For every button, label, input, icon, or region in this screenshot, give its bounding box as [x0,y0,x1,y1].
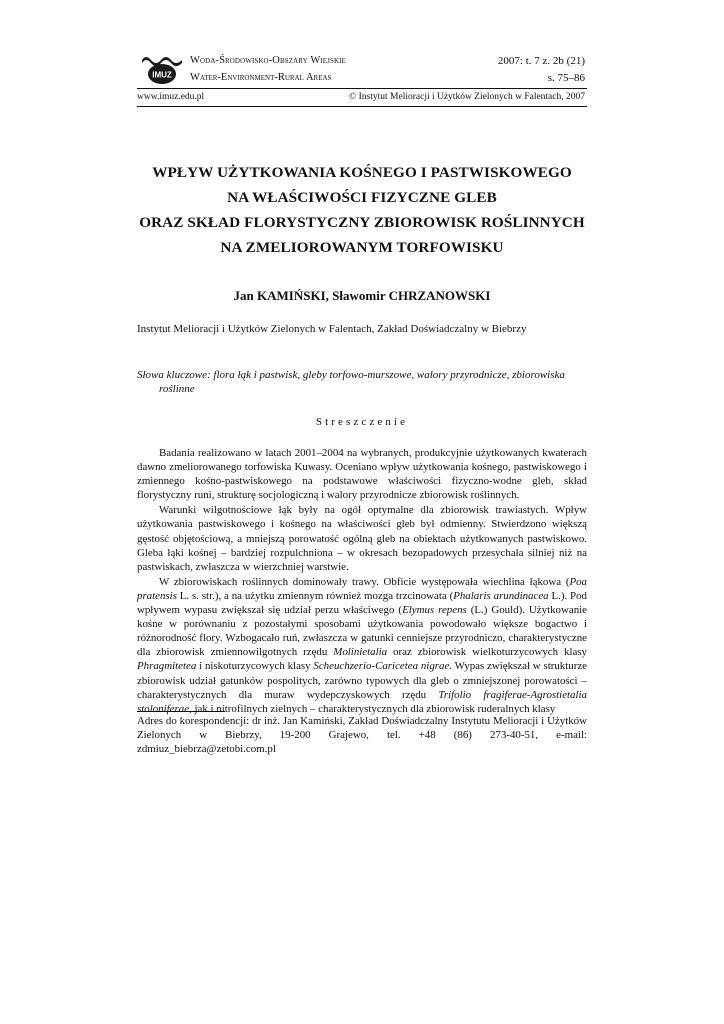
title-line: WPŁYW UŻYTKOWANIA KOŚNEGO I PASTWISKOWEGO [152,164,572,181]
correspondence-footnote: Adres do korespondencji: dr inż. Jan Kamiński, Zakład Doświadczalny Instytutu Melioracji i Użytków Zielonych w Biebrzy, 19-200 Grajewo, tel. +48 (86) 273-40-51, e-mail: zdmiuz_biebrza@zetobi.com.pl [137,715,587,755]
footnote-rule [137,711,225,712]
text-run: oraz zbiorowisk wielkoturzycowych klasy [387,646,587,659]
taxon-name: Molinietalia [333,646,388,659]
keywords-list: flora łąk i pastwisk, gleby torfowo-murszowe, walory przyrodnicze, zbiorowiska [213,369,565,381]
taxon-name: Scheuchzerio-Caricetea nigrae [313,660,450,673]
journal-url[interactable]: www.imuz.edu.pl [137,92,205,102]
keywords-label: Słowa kluczowe: [137,369,211,381]
taxon-name: Phragmitetea [137,660,197,673]
issue-info: 2007: t. 7 z. 2b (21) [497,55,585,67]
species-name: Phalaris arundinacea [453,589,549,602]
journal-name-pl: Woda-Środowisko-Obszary Wiejskie [190,55,346,66]
abstract-heading: Streszczenie [315,416,409,428]
species-name: Poa pratensis [137,575,587,602]
text-run: W zbiorowiskach roślinnych dominowały trawy. Obficie występowała wiechlina łąkowa ( [159,575,570,588]
title-line: ORAZ SKŁAD FLORYSTYCZNY ZBIOROWISK ROŚLINNYCH [139,214,585,231]
header-subrule [137,106,587,107]
imuz-logo [140,50,184,86]
text-run: (L.) Gould). Użytkowanie kośne w porównaniu z pozostałymi sposobami użytkowania powodowało większe bogactwo i różnorodność flory. Wzbogacało ruń, zwłaszcza w gatunki cenniejsze przyrodniczo, charakterystyczne dla zbiorowisk zmiennowilgotnych rzędu [137,604,588,659]
authors: Jan KAMIŃSKI, Sławomir CHRZANOWSKI [233,288,491,303]
title-line: NA WŁAŚCIWOŚCI FIZYCZNE GLEB [227,189,497,206]
keywords [137,368,587,396]
text-run: L. s. str.), a na użytku zmiennym również mozga trzcinowata ( [176,589,454,602]
text-run: . Wypas zwiększał w strukturze zbiorowisk udział gatunków pospolitych, zarówno typowych dla gleb o zmniejszonej porowatości – charakterystycznych dla muraw wydepczyskowych rzędu [137,660,588,701]
abstract-paragraph [137,575,587,716]
text-run: L.). Pod wpływem wypasu zwiększał się udział perzu właściwego ( [137,589,587,617]
abstract-body [137,446,587,716]
title-line: NA ZMELIOROWANYM TORFOWISKU [220,239,504,256]
header-rule [137,88,587,89]
species-name: Elymus repens [402,604,467,617]
abstract-paragraph: Warunki wilgotnościowe łąk były na ogół optymalne dla zbiorowisk trawiastych. Wpływ użytkowania pastwiskowego i kośnego na właściwości gleb był odmienny. Stwierdzono większą gęstość objętościową, a mniejszą porowatość ogólną gleb na obiektach użytkowanych pastwiskowo. Gleba łąki kośnej – bardziej rozpulchniona – w okresach bezopadowych przesychała silniej niż na pastwiskach, zwłaszcza w wierzchniej warstwie. [137,504,587,573]
paper-title [110,160,614,260]
abstract-paragraph: Badania realizowano w latach 2001–2004 na wybranych, produkcyjnie użytkowanych kwaterach dawno zmeliorowanego torfowiska Kuwasy. Oceniano wpływ użytkowania kośnego, pastwiskowego i zmiennego kośno-pastwiskowego na podstawowe właściwości fizyczno-wodne gleb, skład florystyczny runi, strukturę socjologiczną i walory przyrodnicze zbiorowisk roślinnych. [137,447,587,502]
taxon-name: Trifolio fragiferae-Agrostietalia stoloniferae [137,688,587,715]
affiliation: Instytut Melioracji i Użytków Zielonych w Falentach, Zakład Doświadczalny w Biebrzy [137,323,527,335]
page-range: s. 75–86 [547,72,585,84]
text-run: , jak i nitrofilnych zielnych – charakterystycznych dla zbiorowisk ruderalnych klasy [189,702,556,715]
keywords-list-cont: roślinne [159,383,195,395]
copyright-notice: © Instytut Melioracji i Użytków Zielonych w Falentach, 2007 [349,92,585,102]
logo-text: IMUZ [152,70,172,80]
journal-name-en: Water-Environment-Rural Areas [190,72,332,83]
text-run: i niskoturzycowych klasy [196,660,314,673]
